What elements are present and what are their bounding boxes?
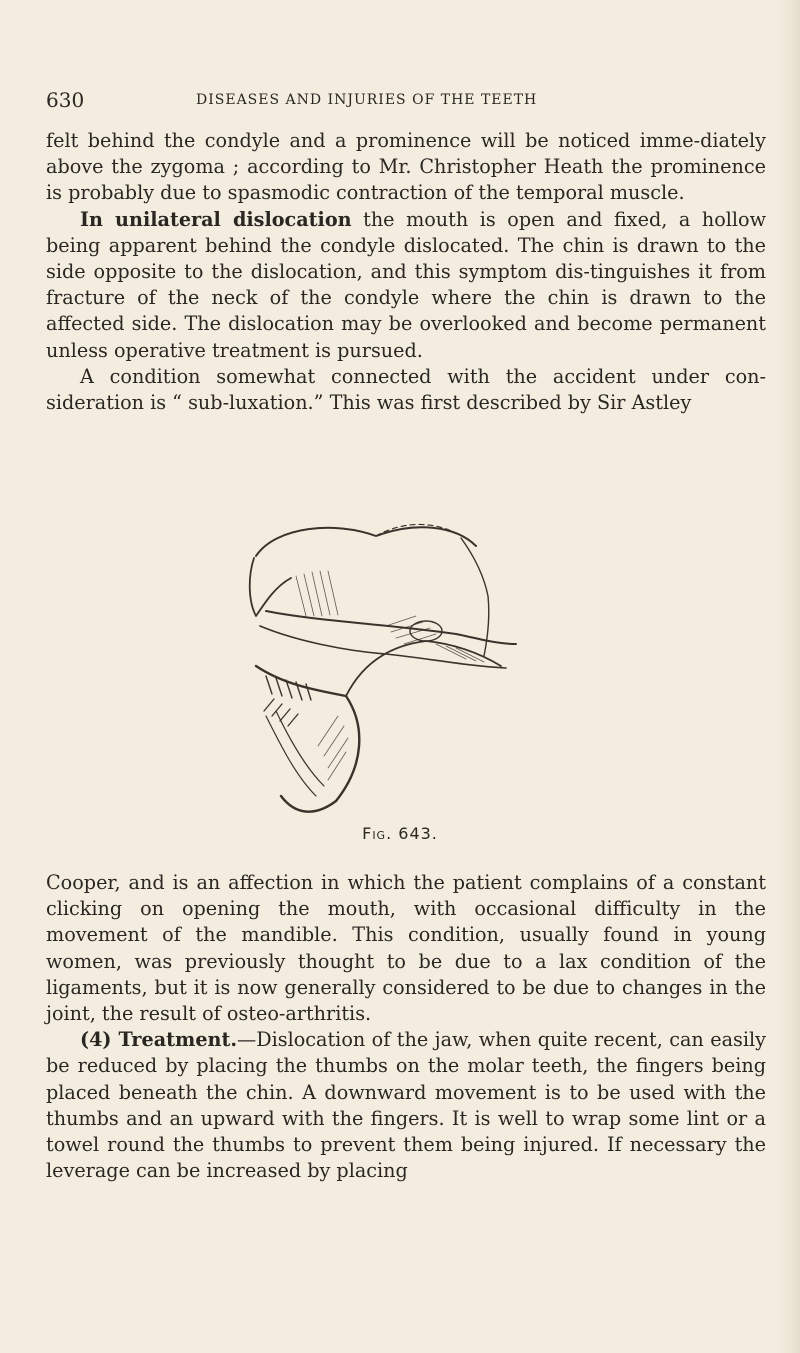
figure-number: 643. [398, 824, 438, 843]
figure-label: Fig. [362, 824, 393, 843]
paragraph-sub-luxation [46, 364, 766, 416]
paragraph-unilateral-dislocation [46, 207, 766, 364]
paragraph-lead: (4) Treatment. [80, 1028, 238, 1052]
text-block-bottom [46, 870, 766, 1184]
paragraph-continuation [46, 128, 766, 207]
paragraph-text: A condition somewhat connected with the accident under con-sideration is “ sub-luxation.” This was first described by Sir Astley [46, 364, 766, 415]
shading-hatch [296, 571, 484, 780]
page-number: 630 [46, 88, 85, 112]
figure-jaw-illustration [226, 516, 571, 826]
paragraph-lead: In unilateral dislocation [80, 207, 352, 231]
paragraph-text: felt behind the condyle and a prominence will be noticed imme-diately above the zygoma ; according to Mr. Christopher Heath the prominence is probably due to spasmodic contraction of the temporal muscle. [46, 129, 766, 205]
text-block-top [46, 128, 766, 416]
zygomatic-arch [266, 611, 516, 644]
maxilla [260, 626, 506, 668]
page-header [46, 88, 746, 114]
paragraph-text: Cooper, and is an affection in which the patient complains of a constant clicking on opening the mouth, with occasional difficulty in the movement of the mandible. This condition, usually found in young women, was previously thought to be due to a lax condition of the ligaments, but it is now generally considered to be due to changes in the joint, the result of osteo-arthritis. [46, 871, 766, 1026]
paragraph-text: —Dislocation of the jaw, when quite recent, can easily be reduced by placing the thumbs on the molar teeth, the fingers being placed beneath the chin. A downward movement is to be used with the thumbs and an upward with the fingers. It is well to wrap some lint or a towel round the thumbs to prevent them being injured. If necessary the leverage can be increased by placing [46, 1028, 766, 1183]
mandible-ramus [346, 641, 501, 696]
upper-structure [250, 558, 291, 616]
skull-outline [256, 527, 476, 556]
paragraph-treatment [46, 1027, 766, 1184]
running-title: DISEASES AND INJURIES OF THE TEETH [196, 92, 538, 108]
paragraph-cooper [46, 870, 766, 1027]
paragraph-text: the mouth is open and fixed, a hollow being apparent behind the condyle dislocated. The chin is drawn to the side opposite to the dislocation, and this symptom dis-tinguishes it from fracture of the neck of the condyle where the chin is drawn to the affected side. The dislocation may be overlooked and become permanent unless operative treatment is pursued. [46, 207, 766, 362]
figure-caption [0, 824, 800, 843]
page-edge [778, 0, 800, 1353]
chin-lines [266, 711, 324, 796]
jaw-dislocation-engraving [226, 516, 571, 826]
